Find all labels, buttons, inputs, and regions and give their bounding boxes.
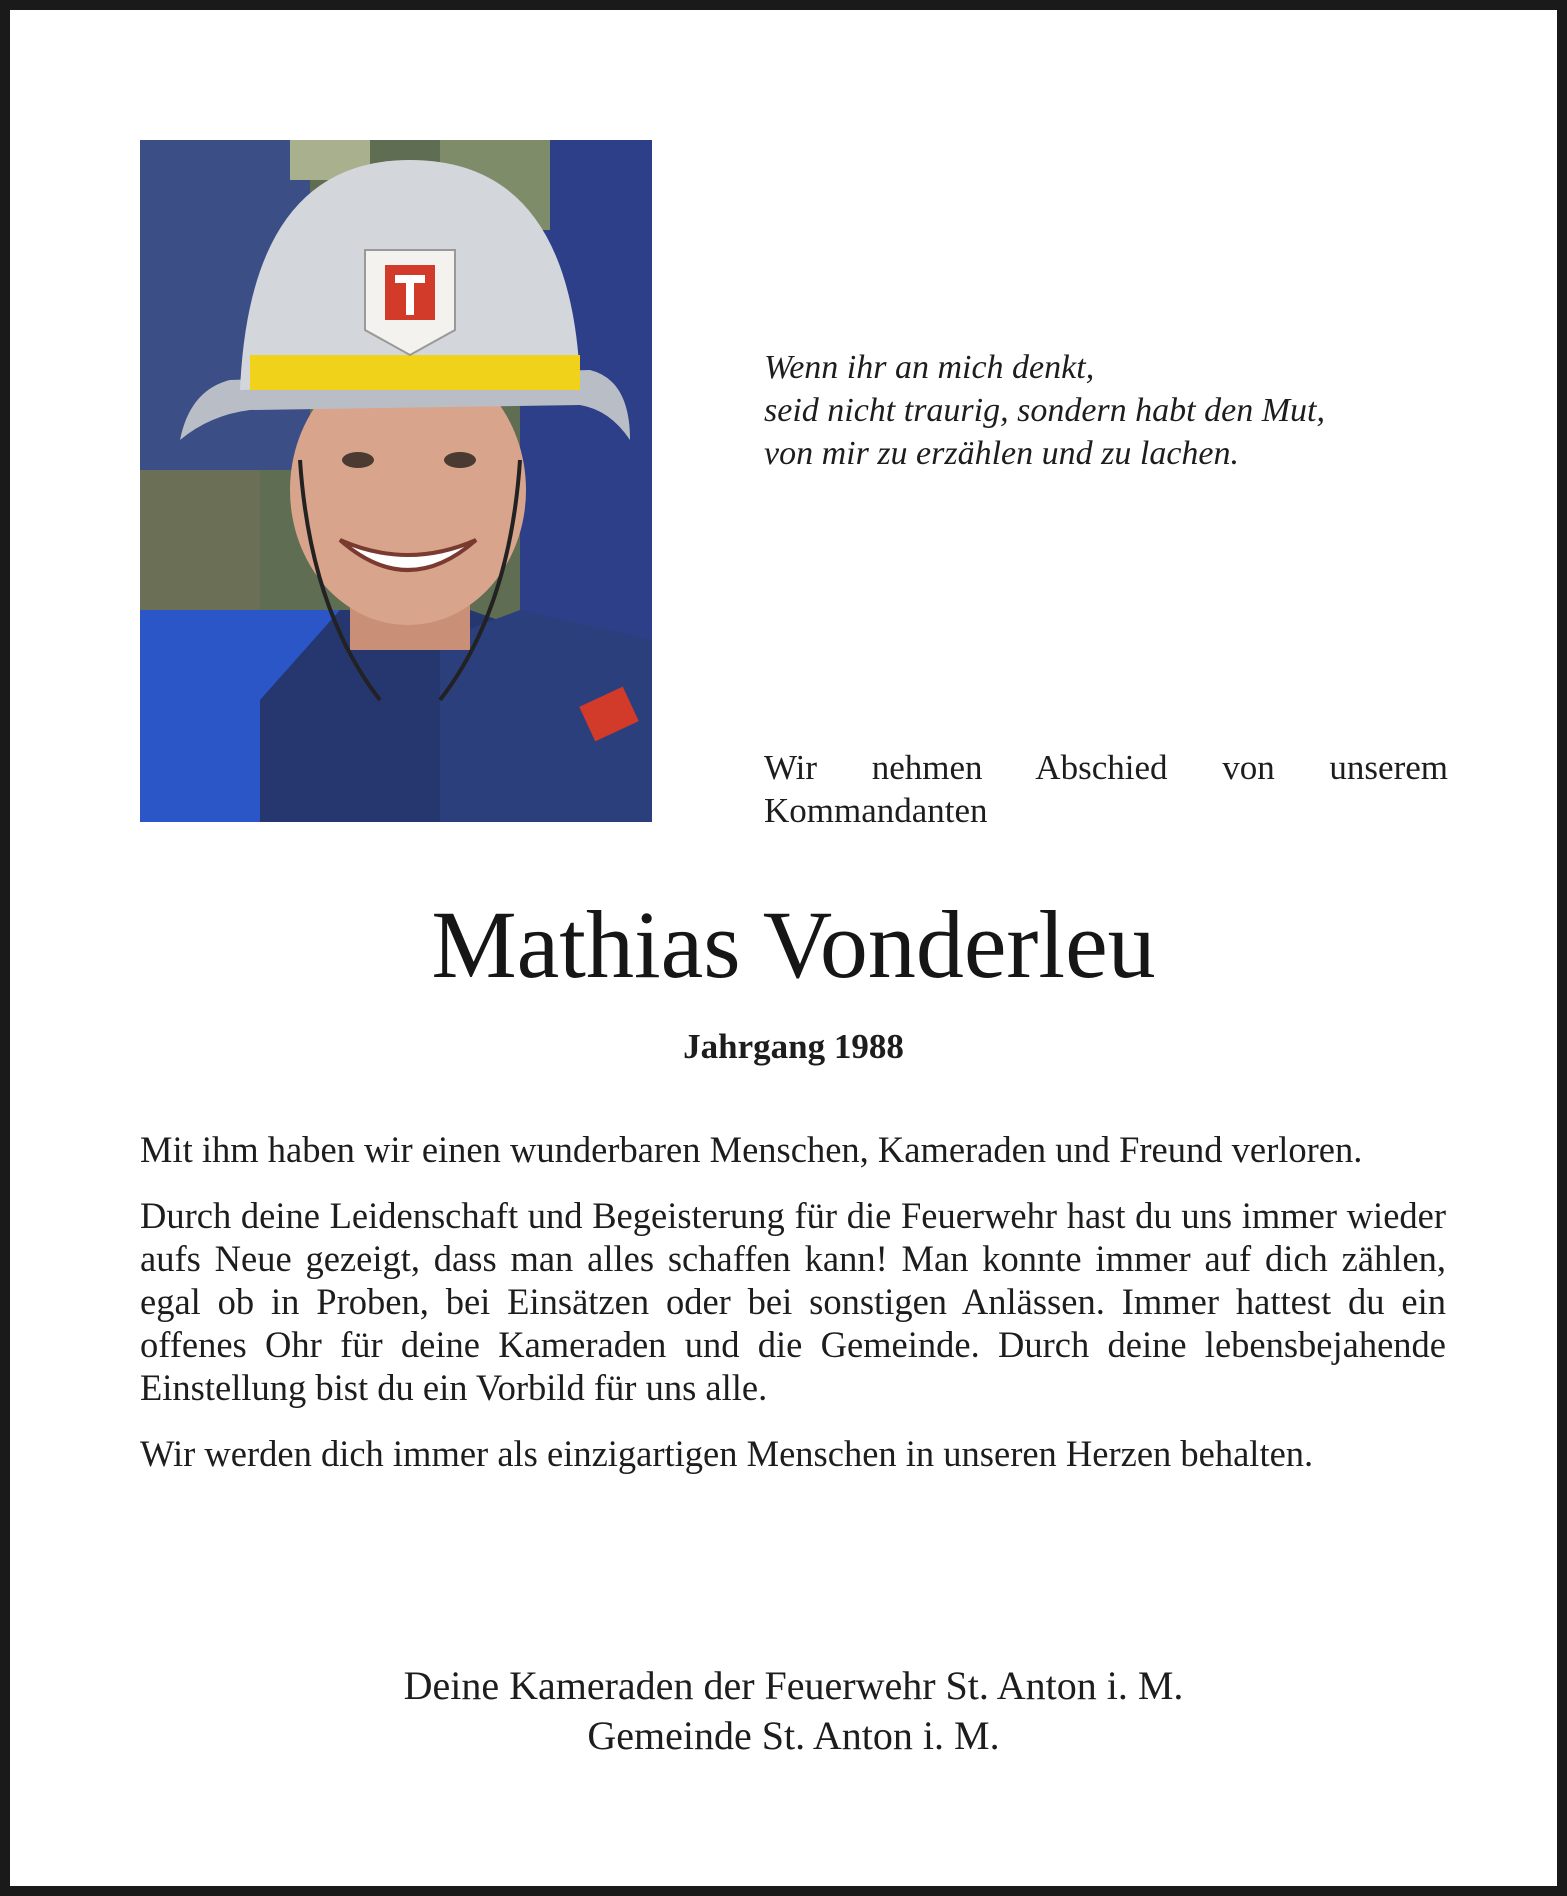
- tribute-text: [140, 1128, 1446, 1498]
- deceased-name: Mathias Vonderleu: [431, 891, 1156, 998]
- portrait-photo: [140, 140, 652, 822]
- signature-block: [10, 1661, 1567, 1761]
- farewell-intro: Wir nehmen Abschied von unserem Kommandanten: [764, 748, 1448, 830]
- firefighter-portrait-icon: [140, 140, 652, 822]
- tribute-paragraph: Mit ihm haben wir einen wunderbaren Menschen, Kameraden und Freund verloren.: [140, 1129, 1363, 1170]
- signature-line: Gemeinde St. Anton i. M.: [587, 1713, 1000, 1758]
- tribute-paragraph: Wir werden dich immer als einzigartigen Menschen in unseren Herzen behalten.: [140, 1433, 1314, 1474]
- quote-line: Wenn ihr an mich denkt,: [764, 349, 1095, 386]
- quote-line: seid nicht traurig, sondern habt den Mut,: [764, 392, 1325, 429]
- memorial-quote: [764, 346, 1464, 475]
- quote-line: von mir zu erzählen und zu lachen.: [764, 435, 1240, 472]
- signature-line: Deine Kameraden der Feuerwehr St. Anton i. M.: [403, 1663, 1184, 1708]
- birth-year: Jahrgang 1988: [683, 1027, 904, 1066]
- tribute-paragraph: Durch deine Leidenschaft und Begeisterung für die Feuerwehr hast du uns immer wieder aufs Neue gezeigt, dass man alles schaffen kann! Man konnte immer auf dich zählen, egal ob in Proben, bei Einsätzen oder bei sonstigen Anlässen. Immer hattest du ein offenes Ohr für deine Kameraden und die Gemeinde. Durch deine lebensbejahende Einstellung bist du ein Vorbild für uns alle.: [140, 1195, 1446, 1408]
